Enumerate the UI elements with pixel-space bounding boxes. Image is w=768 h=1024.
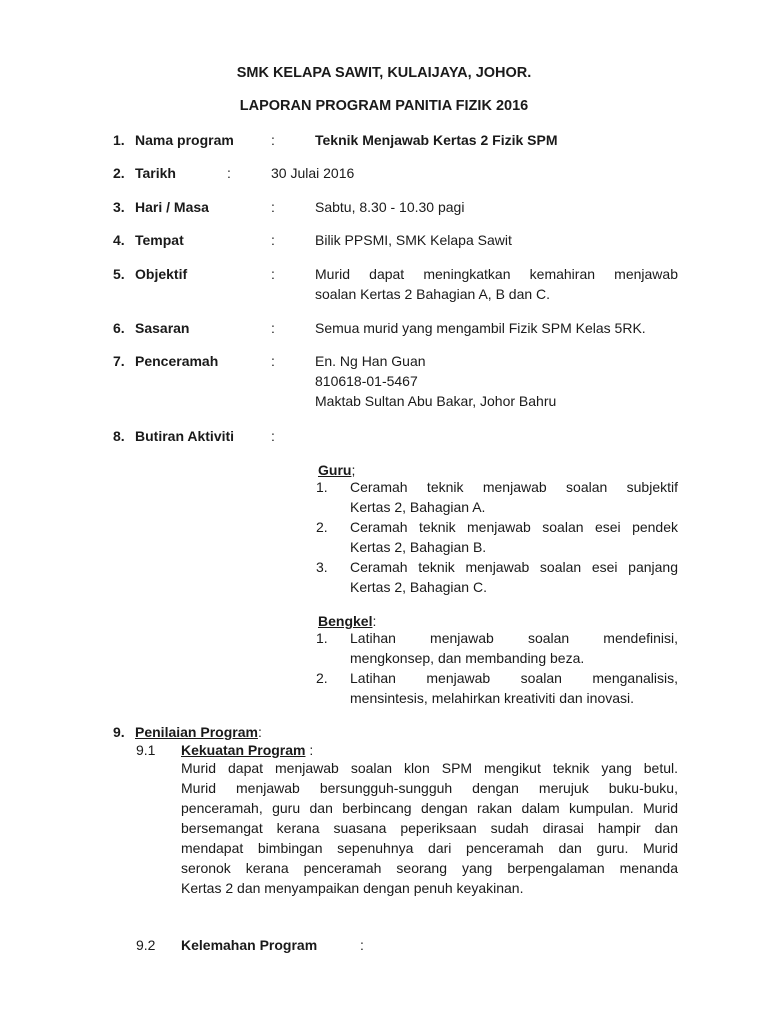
item-colon: : <box>271 428 275 444</box>
item-number: 5. <box>113 266 125 282</box>
speaker-name: En. Ng Han Guan <box>315 353 426 369</box>
penilaian-sep: : <box>257 724 262 740</box>
list-number: 1. <box>316 479 328 495</box>
list-line: Latihan menjawab soalan menganalisis, <box>350 670 678 686</box>
kekuatan-paragraph <box>181 758 678 898</box>
item-number: 7. <box>113 353 125 369</box>
subsection-number: 9.1 <box>136 742 156 758</box>
item-colon: : <box>227 165 231 181</box>
list-number: 2. <box>316 519 328 535</box>
item-label: Sasaran <box>135 320 190 336</box>
list-number: 3. <box>316 559 328 575</box>
item-colon: : <box>271 199 275 215</box>
paragraph-line: Murid menjawab bersungguh-sungguh dengan merujuk buku-buku, <box>181 780 678 796</box>
bengkel-heading-text: Bengkel <box>318 613 373 629</box>
penilaian-label-text: Penilaian Program <box>135 724 258 740</box>
item-number: 3. <box>113 199 125 215</box>
list-number: 2. <box>316 670 328 686</box>
list-item <box>313 628 678 668</box>
item-label: Hari / Masa <box>135 199 209 215</box>
item-number: 2. <box>113 165 125 181</box>
subsection-number: 9.2 <box>136 937 156 953</box>
item-value <box>315 351 678 411</box>
item-colon: : <box>271 266 275 282</box>
item-number: 4. <box>113 232 125 248</box>
speaker-id: 810618-01-5467 <box>315 373 418 389</box>
item-label <box>135 722 262 742</box>
value-line: Murid dapat meningkatkan kemahiran menjawab <box>315 266 678 282</box>
subsection-title: Kelemahan Program <box>181 937 318 953</box>
item-value <box>315 264 678 304</box>
subsection-title <box>181 740 313 760</box>
item-number: 6. <box>113 320 125 336</box>
list-line: Kertas 2, Bahagian C. <box>350 579 487 595</box>
report-title: LAPORAN PROGRAM PANITIA FIZIK 2016 <box>239 98 529 114</box>
paragraph-line: seronok kerana penceramah seorang yang berpengalaman menanda <box>181 860 678 876</box>
item-label: Objektif <box>135 266 188 282</box>
school-name: SMK KELAPA SAWIT, KULAIJAYA, JOHOR. <box>236 65 532 81</box>
item-colon: : <box>271 353 275 369</box>
value-line: soalan Kertas 2 Bahagian A, B dan C. <box>315 286 551 302</box>
guru-heading-text: Guru <box>318 462 352 478</box>
kekuatan-sep: : <box>309 742 314 758</box>
list-number: 1. <box>316 630 328 646</box>
list-line: Ceramah teknik menjawab soalan esei pendek <box>350 519 678 535</box>
list-item <box>313 517 678 557</box>
item-value: Teknik Menjawab Kertas 2 Fizik SPM <box>315 132 558 148</box>
kekuatan-title-text: Kekuatan Program <box>181 742 306 758</box>
item-colon: : <box>271 320 275 336</box>
kelemahan-sep: : <box>360 937 364 953</box>
list-line: Ceramah teknik menjawab soalan subjektif <box>350 479 678 495</box>
item-colon: : <box>271 132 275 148</box>
guru-heading-sep: ; <box>351 462 356 478</box>
guru-list <box>313 477 678 597</box>
item-colon: : <box>271 232 275 248</box>
item-number: 1. <box>113 132 125 148</box>
list-item <box>313 477 678 517</box>
list-item <box>313 557 678 597</box>
item-label: Tarikh <box>135 165 176 181</box>
list-line: Latihan menjawab soalan mendefinisi, <box>350 630 678 646</box>
list-line: Ceramah teknik menjawab soalan esei panjang <box>350 559 678 575</box>
list-line: mensintesis, melahirkan kreativiti dan inovasi. <box>350 690 635 706</box>
item-label: Tempat <box>135 232 184 248</box>
item-value: 30 Julai 2016 <box>271 165 355 181</box>
list-line: Kertas 2, Bahagian B. <box>350 539 487 555</box>
item-number: 8. <box>113 428 125 444</box>
list-line: Kertas 2, Bahagian A. <box>350 499 486 515</box>
bengkel-heading-sep: : <box>372 613 377 629</box>
item-number: 9. <box>113 724 125 740</box>
item-label: Penceramah <box>135 353 219 369</box>
paragraph-line: penceramah, guru dan berbincang dengan rakan dalam kumpulan. Murid <box>181 800 678 816</box>
item-label: Butiran Aktiviti <box>135 428 235 444</box>
item-value: Sabtu, 8.30 - 10.30 pagi <box>315 199 465 215</box>
item-value: Semua murid yang mengambil Fizik SPM Kelas 5RK. <box>315 320 646 336</box>
item-value: Bilik PPSMI, SMK Kelapa Sawit <box>315 232 512 248</box>
list-item <box>313 668 678 708</box>
paragraph-line: Murid dapat menjawab soalan klon SPM mengikut teknik yang betul. <box>181 760 678 776</box>
item-label: Nama program <box>135 132 234 148</box>
list-line: mengkonsep, dan membanding beza. <box>350 650 585 666</box>
speaker-institution: Maktab Sultan Abu Bakar, Johor Bahru <box>315 393 557 409</box>
paragraph-line: bersemangat kerana suasana peperiksaan sudah dirasai hampir dan <box>181 820 678 836</box>
paragraph-line: Kertas 2 dan menyampaikan dengan penuh keyakinan. <box>181 880 524 896</box>
paragraph-line: mendapat bimbingan sepenuhnya dari penceramah dan guru. Murid <box>181 840 678 856</box>
bengkel-list <box>313 628 678 708</box>
